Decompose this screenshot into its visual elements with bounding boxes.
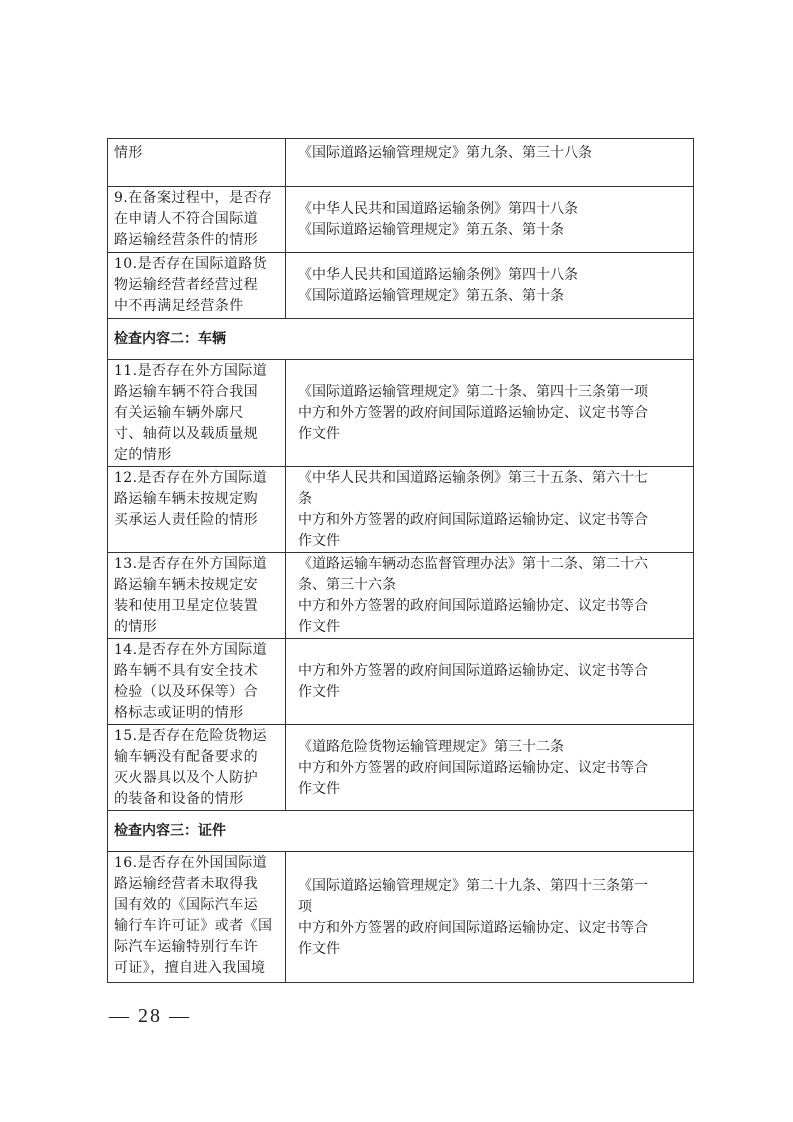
page-number: — 28 — [109, 1005, 191, 1027]
legal-basis-item: 中方和外方签署的政府间国际道路运输协定、议定书等合 作文件 [298, 663, 648, 700]
legal-basis-cell [286, 639, 694, 725]
section-title: 检查内容二：车辆 [114, 330, 226, 347]
legal-basis-item: 中方和外方签署的政府间国际道路运输协定、议定书等合 作文件 [298, 919, 648, 957]
legal-basis-item: 《国际道路运输管理规定》第五条、第十条 [298, 288, 564, 304]
section-row [108, 811, 694, 852]
table-row [108, 253, 694, 319]
check-item-text: 13.是否存在外方国际道 路运输车辆未按规定安 装和使用卫星定位装置 的情形 [114, 556, 268, 635]
regulation-table-body [108, 139, 694, 983]
legal-basis-cell [286, 553, 694, 639]
table-row [108, 639, 694, 725]
check-item-text: 15.是否存在危险货物运 输车辆没有配备要求的 灭火器具以及个人防护 的装备和设备的情形 [114, 728, 268, 807]
check-item-text: 9.在备案过程中，是否存 在申请人不符合国际道 路运输经营条件的情形 [114, 190, 273, 248]
legal-basis-cell [286, 852, 694, 983]
check-item-cell [108, 725, 286, 811]
legal-basis-list [286, 264, 693, 307]
legal-basis-item: 中方和外方签署的政府间国际道路运输协定、议定书等合 作文件 [298, 512, 648, 549]
check-item-text: 14.是否存在外方国际道 路车辆不具有安全技术 检验（以及环保等）合 格标志或证明的情形 [114, 642, 268, 721]
check-item-text: 12.是否存在外方国际道 路运输车辆未按规定购 买承运人责任险的情形 [114, 470, 268, 528]
check-item-cell [108, 139, 286, 187]
legal-basis-list [286, 198, 693, 241]
table-row [108, 852, 694, 983]
section-title: 检查内容三：证件 [114, 822, 226, 839]
legal-basis-item: 《道路危险货物运输管理规定》第三十二条 [298, 738, 564, 755]
legal-basis-item: 中方和外方签署的政府间国际道路运输协定、议定书等合 作文件 [298, 405, 648, 442]
legal-basis-cell [286, 187, 694, 253]
legal-basis-item: 《国际道路运输管理规定》第二十九条、第四十三条第一 项 [298, 877, 648, 915]
legal-basis-cell [286, 725, 694, 811]
table-row [108, 360, 694, 467]
section-header [108, 811, 694, 852]
legal-basis-item: 中方和外方签署的政府间国际道路运输协定、议定书等合 作文件 [298, 598, 648, 635]
check-item-cell [108, 639, 286, 725]
legal-basis-item: 《国际道路运输管理规定》第九条、第三十八条 [298, 145, 592, 161]
check-item-cell [108, 467, 286, 553]
section-row [108, 319, 694, 360]
legal-basis-cell [286, 253, 694, 319]
table-row [108, 139, 694, 187]
legal-basis-cell [286, 360, 694, 467]
legal-basis-list [286, 660, 693, 703]
legal-basis-list [286, 736, 693, 800]
legal-basis-list [286, 139, 693, 164]
check-item-cell [108, 852, 286, 983]
check-item-cell [108, 360, 286, 467]
legal-basis-list [286, 875, 693, 960]
check-item-cell [108, 253, 286, 319]
legal-basis-item: 《中华人民共和国道路运输条例》第三十五条、第六十七 条 [298, 470, 648, 507]
legal-basis-item: 中方和外方签署的政府间国际道路运输协定、议定书等合 作文件 [298, 759, 648, 797]
check-item-text: 10.是否存在国际道路货 物运输经营者经营过程 中不再满足经营条件 [114, 256, 268, 314]
legal-basis-item: 《国际道路运输管理规定》第二十条、第四十三条第一项 [298, 384, 648, 400]
check-item-cell [108, 187, 286, 253]
legal-basis-cell [286, 467, 694, 553]
section-header [108, 319, 694, 360]
legal-basis-cell [286, 139, 694, 187]
legal-basis-list [286, 553, 693, 638]
table-row [108, 725, 694, 811]
legal-basis-list [286, 467, 693, 552]
check-item-text: 情形 [114, 145, 143, 161]
legal-basis-item: 《道路运输车辆动态监督管理办法》第十二条、第二十六 条、第三十六条 [298, 556, 648, 593]
legal-basis-item: 《中华人民共和国道路运输条例》第四十八条 [298, 201, 578, 217]
table-row [108, 467, 694, 553]
legal-basis-item: 《中华人民共和国道路运输条例》第四十八条 [298, 267, 578, 283]
check-item-text: 11.是否存在外方国际道 路运输车辆不符合我国 有关运输车辆外廓尺 寸、轴荷以及载质量规 定的情形 [114, 363, 268, 463]
check-item-text: 16.是否存在外国国际道 路运输经营者未取得我 国有效的《国际汽车运 输行车许可证》或者《国 际汽车运输特别行车许 可证》，擅自进入我国境 [114, 855, 273, 976]
check-item-cell [108, 553, 286, 639]
legal-basis-item: 《国际道路运输管理规定》第五条、第十条 [298, 222, 564, 238]
table-row [108, 553, 694, 639]
regulation-table [107, 138, 694, 983]
legal-basis-list [286, 381, 693, 445]
table-row [108, 187, 694, 253]
